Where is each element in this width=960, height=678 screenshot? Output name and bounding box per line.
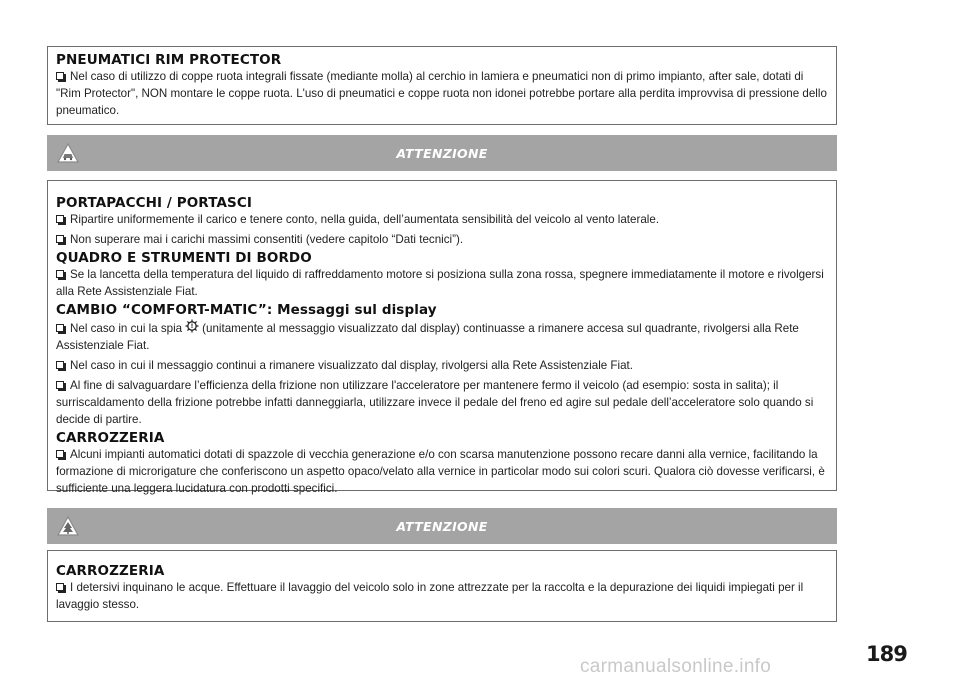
rim-protector-box: [47, 46, 837, 125]
checkbox-bullet-icon: [56, 215, 64, 223]
attention-title: ATTENZIONE: [396, 146, 488, 161]
checkbox-bullet-icon: [56, 450, 64, 458]
section-title-carrozzeria: CARROZZERIA: [56, 430, 165, 446]
checkbox-bullet-icon: [56, 583, 64, 591]
checkbox-bullet-icon: [56, 381, 64, 389]
attention-band-1: [47, 135, 837, 171]
section-title-carrozzeria-env: CARROZZERIA: [56, 563, 165, 579]
paragraph: Ripartire uniformemente il carico e tenere conto, nella guida, dell’aumentata sensibilità del veicolo al vento laterale.: [56, 211, 828, 228]
paragraph: Se la lancetta della temperatura del liquido di raffreddamento motore si posiziona sulla zona rossa, spegnere immediatamente il motore e rivolgersi alla Rete Assistenziale Fiat.: [56, 268, 824, 298]
checkbox-bullet-icon: [56, 324, 64, 332]
checkbox-bullet-icon: [56, 72, 64, 80]
paragraph: Nel caso in cui il messaggio continui a rimanere visualizzato dal display, rivolgersi alla Rete Assistenziale Fiat.: [56, 357, 828, 374]
carrozzeria-env-box: [47, 550, 837, 622]
checkbox-bullet-icon: [56, 270, 64, 278]
paragraph: Non superare mai i carichi massimi consentiti (vedere capitolo “Dati tecnici”).: [56, 231, 828, 248]
paragraph: Nel caso di utilizzo di coppe ruota integrali fissate (mediante molla) al cerchio in lamiera e pneumatici non di primo impianto, after sale, dotati di "Rim Protector", NON montare le coppe ruota. L'uso di pneumatici e coppe ruota non idonei potrebbe portare alla perdita improvvisa di pressione dello pneumatico.: [56, 70, 827, 117]
attention-title: ATTENZIONE: [396, 519, 488, 534]
section-title-portapacchi: PORTAPACCHI / PORTASCI: [56, 195, 252, 211]
checkbox-bullet-icon: [56, 361, 64, 369]
paragraph: Al fine di salvaguardare l’efficienza della frizione non utilizzare l'acceleratore per mantenere fermo il veicolo (ad esempio: sosta in salita); il surriscaldamento della frizione potrebbe infatti danneggiarla, utilizzare invece il pedale del freno ed agire sul pedale dell’acceleratore solo quando si decide di partire.: [56, 379, 814, 426]
checkbox-bullet-icon: [56, 235, 64, 243]
section-title-quadro: QUADRO E STRUMENTI DI BORDO: [56, 250, 312, 266]
section-title-rim-protector: PNEUMATICI RIM PROTECTOR: [56, 52, 282, 68]
paragraph: Nel caso in cui la spia ! (unitamente al messaggio visualizzato dal display) continuasse a rimanere accesa sul quadrante, rivolgersi alla Rete Assistenziale Fiat.: [56, 318, 828, 354]
page-number: 189: [866, 642, 907, 666]
gearbox-warning-icon: [184, 318, 200, 334]
svg-text:!: !: [190, 323, 194, 331]
attention-content-box: [47, 180, 837, 495]
watermark: carmanualsonline.info: [580, 656, 772, 677]
paragraph: Alcuni impianti automatici dotati di spazzole di vecchia generazione e/o con scarsa manutenzione possono recare danni alla vernice, facilitando la formazione di microrigature che conferiscono un aspetto opaco/velato alla vernice in particolar modo sui colori scuri. Qualora ciò dovesse verificarsi, è sufficiente una leggera lucidatura con prodotti specifici.: [56, 448, 825, 495]
section-title-cambio: CAMBIO “COMFORT-MATIC”: Messaggi sul display: [56, 302, 437, 318]
paragraph: I detersivi inquinano le acque. Effettuare il lavaggio del veicolo solo in zone attrezzate per la raccolta e la depurazione dei liquidi impiegati per il lavaggio stesso.: [56, 581, 804, 611]
attention-band-2: [47, 508, 837, 544]
